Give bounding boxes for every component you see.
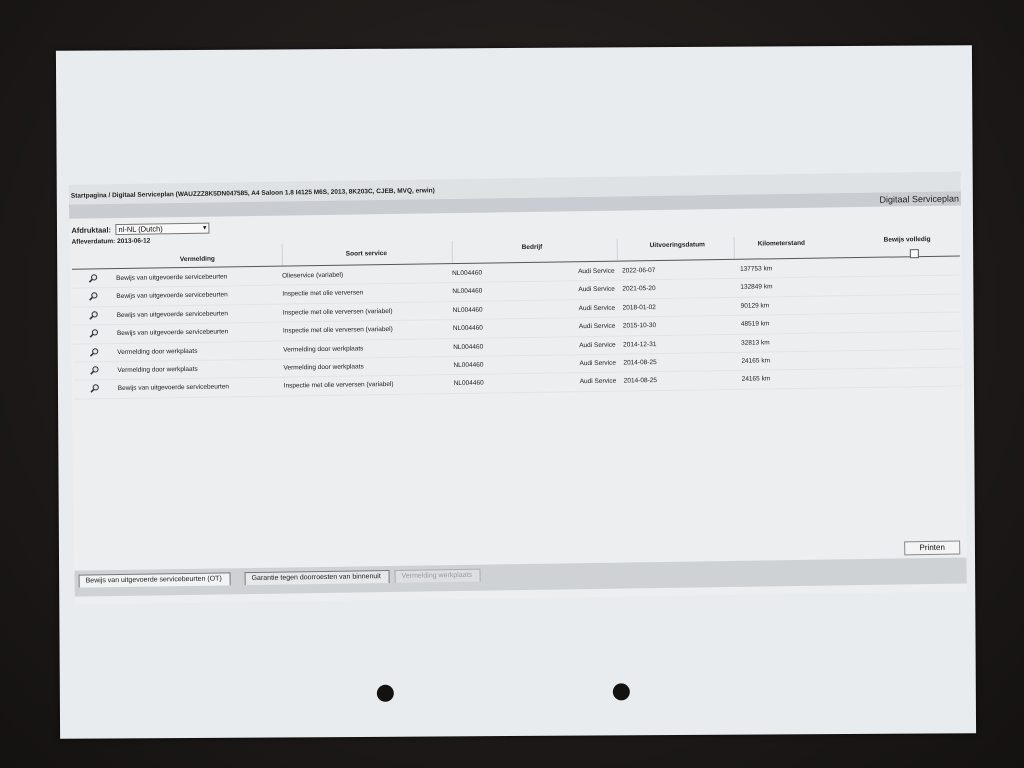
cell-soort-service: Vermelding door werkplaats <box>283 363 364 372</box>
cell-bedrijf-naam: Audi Service <box>578 322 616 331</box>
column-divider <box>452 241 453 263</box>
cell-soort-service: Vermelding door werkplaats <box>283 344 364 354</box>
column-header-kilometerstand[interactable]: Kilometerstand <box>757 239 806 248</box>
print-language-select[interactable] <box>115 223 209 235</box>
cell-vermelding: Vermelding door werkplaats <box>117 347 198 356</box>
punch-hole-left <box>377 685 394 702</box>
column-header-vermelding[interactable]: Vermelding <box>179 255 215 264</box>
column-header-bewijs-volledig: Bewijs volledig <box>883 235 931 244</box>
cell-kilometerstand: 24165 km <box>741 375 771 384</box>
cell-bedrijf-naam: Audi Service <box>579 341 616 349</box>
cell-uitvoeringsdatum: 2022-06-07 <box>622 267 656 275</box>
print-language-row <box>71 220 209 236</box>
bewijs-volledig-checkbox[interactable] <box>910 249 919 258</box>
cell-bedrijf-code: NL004460 <box>452 269 483 278</box>
breadcrumb[interactable]: Startpagina / Digitaal Serviceplan (WAUZZZ8K5DN047585, A4 Saloon 1.8 I4125 M6S, 2013, 8K203C, CJEB, MVQ, erwin) <box>70 187 435 200</box>
delivery-date: Afleverdatum: 2013-06-12 <box>71 237 151 246</box>
magnifier-icon[interactable] <box>89 310 99 320</box>
cell-bedrijf-code: NL004460 <box>453 343 484 351</box>
cell-bedrijf-naam: Audi Service <box>579 359 616 368</box>
magnifier-icon[interactable] <box>88 292 98 302</box>
magnifier-icon[interactable] <box>89 365 99 375</box>
column-divider <box>617 239 618 261</box>
cell-vermelding: Vermelding door werkplaats <box>117 365 198 374</box>
cell-uitvoeringsdatum: 2014-08-25 <box>623 377 658 385</box>
cell-uitvoeringsdatum: 2015-10-30 <box>622 322 657 330</box>
tab-proof-of-service[interactable]: Bewijs van uitgevoerde servicebeurten (OT) <box>79 572 231 587</box>
cell-soort-service: Inspectie met olie verversen (variabel) <box>283 381 394 390</box>
cell-soort-service: Inspectie met olie verversen (variabel) <box>282 326 393 335</box>
cell-bedrijf-code: NL004460 <box>452 287 483 296</box>
print-language-value: nl-NL (Dutch) <box>118 224 163 235</box>
print-button[interactable]: Printen <box>904 541 960 556</box>
cell-bedrijf-naam: Audi Service <box>578 304 616 312</box>
cell-soort-service: Olieservice (variabel) <box>282 271 344 280</box>
service-table-body <box>72 255 962 400</box>
cell-bedrijf-code: NL004460 <box>452 306 483 314</box>
cell-uitvoeringsdatum: 2014-08-25 <box>623 358 657 367</box>
cell-vermelding: Bewijs van uitgevoerde servicebeurten <box>116 273 228 283</box>
tab-workshop-entry: Vermelding werkplaats <box>394 569 481 583</box>
column-header-bedrijf[interactable]: Bedrijf <box>521 243 543 252</box>
tab-bar <box>74 557 966 596</box>
punch-hole-right <box>613 683 630 700</box>
cell-vermelding: Bewijs van uitgevoerde servicebeurten <box>116 291 228 301</box>
cell-bedrijf-code: NL004460 <box>453 361 484 369</box>
cell-kilometerstand: 24165 km <box>741 357 771 365</box>
cell-uitvoeringsdatum: 2018-01-02 <box>622 303 656 312</box>
magnifier-icon[interactable] <box>89 347 99 357</box>
cell-bedrijf-naam: Audi Service <box>578 267 615 276</box>
cell-kilometerstand: 32813 km <box>741 338 770 347</box>
service-plan-window <box>69 171 967 604</box>
printed-page <box>56 45 976 739</box>
print-language-label: Afdruktaal: <box>71 225 112 235</box>
cell-uitvoeringsdatum: 2021-05-20 <box>622 285 656 293</box>
cell-bedrijf-naam: Audi Service <box>579 377 617 386</box>
magnifier-icon[interactable] <box>88 273 98 283</box>
chevron-down-icon: ▾ <box>202 224 207 233</box>
cell-kilometerstand: 137753 km <box>740 265 773 273</box>
cell-bedrijf-code: NL004460 <box>453 379 484 388</box>
cell-uitvoeringsdatum: 2014-12-31 <box>623 340 657 349</box>
cell-vermelding: Bewijs van uitgevoerde servicebeurten <box>116 310 229 319</box>
tab-rust-warranty[interactable]: Garantie tegen doorroesten van binnenuit <box>244 570 389 585</box>
column-divider <box>282 244 283 266</box>
cell-kilometerstand: 48519 km <box>740 320 770 328</box>
cell-bedrijf-code: NL004460 <box>452 324 483 333</box>
cell-bedrijf-naam: Audi Service <box>578 286 615 294</box>
cell-soort-service: Inspectie met olie verversen (variabel) <box>282 307 393 317</box>
cell-kilometerstand: 90129 km <box>740 302 770 310</box>
magnifier-icon[interactable] <box>90 384 100 394</box>
cell-kilometerstand: 132849 km <box>740 283 773 292</box>
cell-vermelding: Bewijs van uitgevoerde servicebeurten <box>117 383 230 393</box>
magnifier-icon[interactable] <box>89 328 99 338</box>
column-header-uitvoeringsdatum[interactable]: Uitvoeringsdatum <box>649 241 706 250</box>
column-divider <box>734 237 735 259</box>
cell-soort-service: Inspectie met olie verversen <box>282 289 364 298</box>
column-header-soort-service[interactable]: Soort service <box>345 250 388 258</box>
cell-vermelding: Bewijs van uitgevoerde servicebeurten <box>116 328 229 338</box>
page-title: Digitaal Serviceplan <box>879 193 960 205</box>
